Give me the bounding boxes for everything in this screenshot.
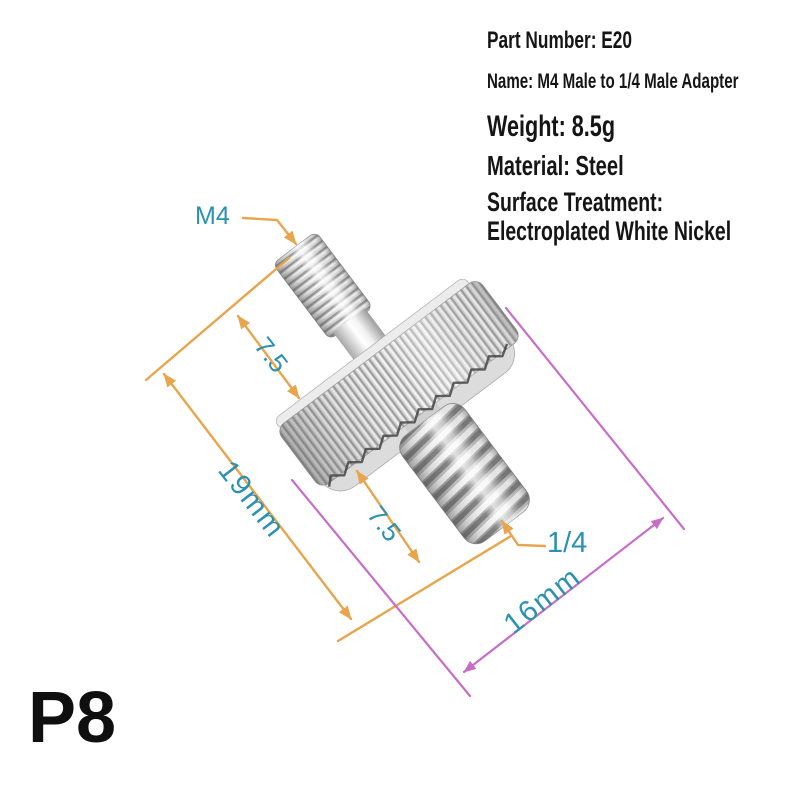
label-7.5-top: 7.5 (248, 331, 295, 379)
m4-pointer-line (243, 218, 296, 244)
weight-text: Weight: 8.5g (487, 110, 616, 143)
label-19mm: 19mm (211, 454, 292, 545)
quarter-pointer-line (502, 521, 545, 546)
part-number-text: Part Number: E20 (487, 27, 633, 54)
ext-line-16mm-top (506, 308, 684, 529)
label-16mm: 16mm (497, 560, 588, 641)
product-info-panel (487, 29, 800, 246)
label-7.5-bottom: 7.5 (361, 500, 408, 548)
page-code: P8 (28, 678, 117, 758)
surface-treatment-line1: Surface Treatment: (487, 187, 664, 217)
label-quarter: 1/4 (547, 527, 588, 559)
surface-treatment-text (487, 188, 800, 246)
product-name-text: Name: M4 Male to 1/4 Male Adapter (487, 70, 739, 93)
label-m4: M4 (195, 202, 230, 230)
material-text: Material: Steel (487, 150, 624, 181)
surface-treatment-line2: Electroplated White Nickel (487, 215, 732, 246)
ext-line-19mm-bottom (338, 536, 511, 641)
